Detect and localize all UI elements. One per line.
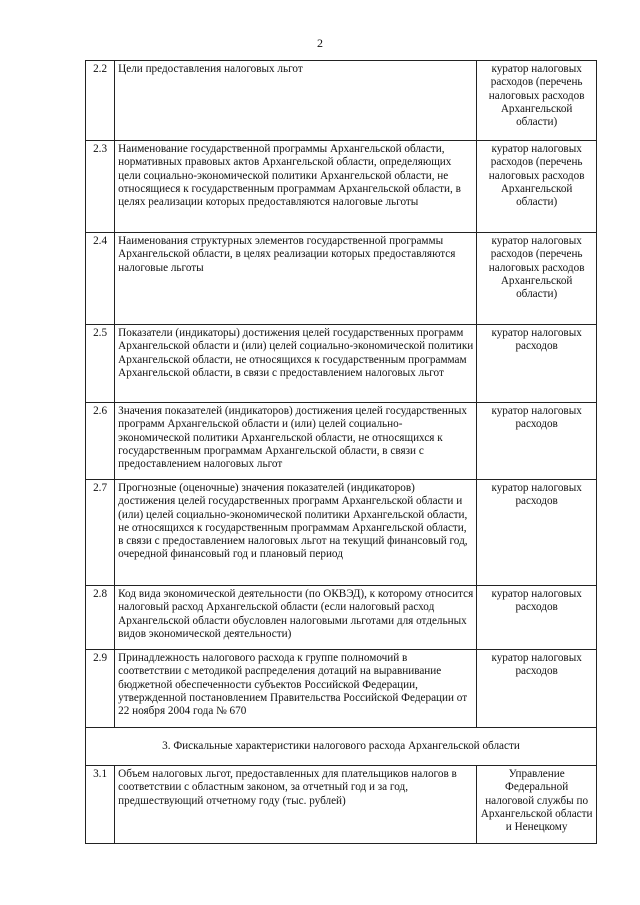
table-row: [86, 61, 597, 141]
table-row: [86, 650, 597, 728]
table-row: [86, 403, 597, 480]
row-number: 2.3: [86, 141, 115, 233]
table-row: [86, 766, 597, 844]
row-number: 2.5: [86, 325, 115, 403]
row-description: Принадлежность налогового расхода к группе полномочий в соответствии с методикой распределения дотаций на выравнивание бюджетной обеспеченности субъектов Российской Федерации, утвержденной постановлением Правительства Российской Федерации от 22 ноября 2004 года № 670: [115, 650, 477, 728]
table-row: [86, 586, 597, 650]
row-source: куратор налоговых расходов (перечень налоговых расходов Архангельской области): [477, 61, 597, 141]
row-source: куратор налоговых расходов (перечень налоговых расходов Архангельской области): [477, 141, 597, 233]
row-description: Наименования структурных элементов государственной программы Архангельской области, в целях реализации которых предоставляются налоговые льготы: [115, 233, 477, 325]
row-description: Цели предоставления налоговых льгот: [115, 61, 477, 141]
row-number: 2.4: [86, 233, 115, 325]
row-source: куратор налоговых расходов: [477, 480, 597, 586]
row-description: Наименование государственной программы Архангельской области, нормативных правовых актов Архангельской области, определяющих цели социально-экономической политики Архангельской области, не относящиеся к государственным программам Архангельской области, в целях реализации которых предоставляются налоговые льготы: [115, 141, 477, 233]
row-source: куратор налоговых расходов: [477, 325, 597, 403]
row-description: Значения показателей (индикаторов) достижения целей государственных программ Архангельской области и (или) целей социально-экономической политики Архангельской области, не относящихся к государственным программам Архангельской области, в связи с предоставлением налоговых льгот: [115, 403, 477, 480]
tax-expenditure-table: [85, 60, 597, 844]
row-source: куратор налоговых расходов: [477, 586, 597, 650]
row-description: Объем налоговых льгот, предоставленных для плательщиков налогов в соответствии с областным законом, за отчетный год и за год, предшествующий отчетному году (тыс. рублей): [115, 766, 477, 844]
row-number: 2.7: [86, 480, 115, 586]
section-header-row: [86, 728, 597, 766]
row-source: куратор налоговых расходов (перечень налоговых расходов Архангельской области): [477, 233, 597, 325]
section-3-title: 3. Фискальные характеристики налогового расхода Архангельской области: [86, 728, 597, 766]
row-description: Код вида экономической деятельности (по ОКВЭД), к которому относится налоговый расход Архангельской области (если налоговый расход Архангельской области обусловлен налоговыми льготами для отдельных видов экономической деятельности): [115, 586, 477, 650]
page-number: 2: [317, 36, 323, 50]
row-description: Показатели (индикаторы) достижения целей государственных программ Архангельской области и (или) целей социально-экономической политики Архангельской области, не относящихся к государственным программам Архангельской области, в связи с предоставлением налоговых льгот: [115, 325, 477, 403]
row-source: Управление Федеральной налоговой службы по Архангельской области и Ненецкому: [477, 766, 597, 844]
table-row: [86, 233, 597, 325]
row-number: 2.9: [86, 650, 115, 728]
table-row: [86, 325, 597, 403]
row-source: куратор налоговых расходов: [477, 403, 597, 480]
row-number: 2.8: [86, 586, 115, 650]
row-number: 2.6: [86, 403, 115, 480]
row-number: 3.1: [86, 766, 115, 844]
row-description: Прогнозные (оценочные) значения показателей (индикаторов) достижения целей государственных программ Архангельской области и (или) целей социально-экономической политики Архангельской области, не относящихся к государственным программам Архангельской области, в связи с предоставлением налоговых льгот на текущий финансовый год, очередной финансовый год и плановый период: [115, 480, 477, 586]
row-source: куратор налоговых расходов: [477, 650, 597, 728]
row-number: 2.2: [86, 61, 115, 141]
table-row: [86, 480, 597, 586]
table-row: [86, 141, 597, 233]
